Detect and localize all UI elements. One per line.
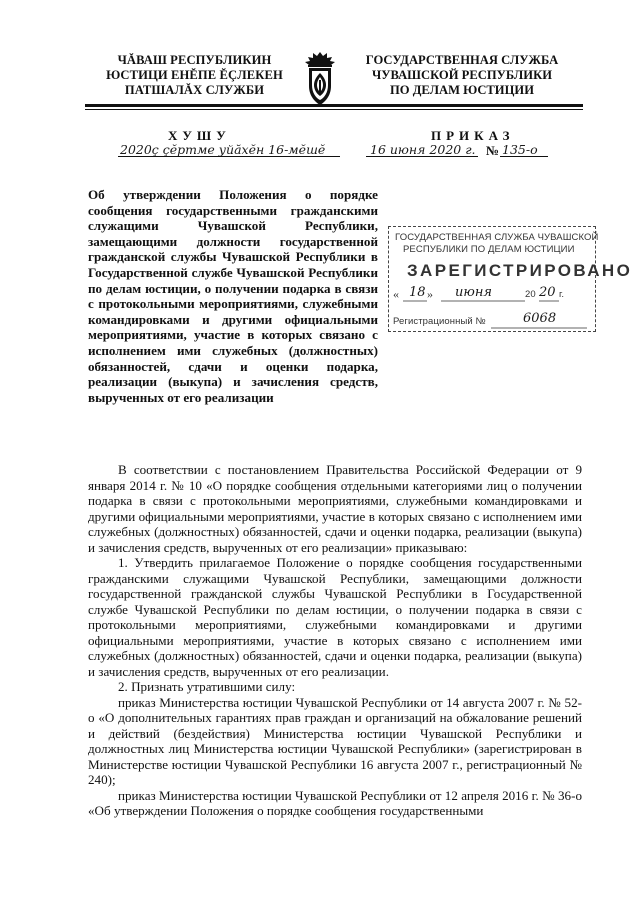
date-underline-left <box>118 155 340 158</box>
header-right-line-2: ЧУВАШСКОЙ РЕСПУБЛИКИ <box>371 68 552 82</box>
order-word-chuvash: ХУШУ <box>168 128 231 143</box>
document-body <box>88 462 582 819</box>
order-number: 135-о <box>502 142 538 157</box>
header-right-line-1: ГОСУДАРСТВЕННАЯ СЛУЖБА <box>365 53 559 67</box>
stamp-date-month: июня <box>455 285 492 300</box>
document-title-text: Об утверждении Положения о порядке сообщения государственными гражданскими служащими Чувашской Республики, замещающими должности государственной гражданской службы Чувашской Республики в Государственной службе Чувашской Республики по делам юстиции, о получении подарка в связи с протокольными мероприятиями, служебными командировками и другими официальными мероприятиями, участие в которых связано с исполнением ими служебных (должностных) обязанностей, сдачи и оценки подарка, реализации (выкупа) и зачисления средств, вырученных от его реализации <box>88 187 378 405</box>
order-word-russian: ПРИКАЗ <box>431 128 515 143</box>
handwritten-date-chuvash: 2020ç çĕртме уйăхĕн 16-мĕшĕ <box>120 142 326 157</box>
coat-of-arms-emblem-icon <box>302 50 338 108</box>
body-paragraph-4: приказ Министерства юстиции Чувашской Республики от 14 августа 2007 г. № 52-о «О дополнительных гарантиях прав граждан и организаций на обжалование решений и действий (бездействия) Министерства юстиции Чувашской Республики и должностных лиц Министерства юстиции Чувашской Республики» (зарегистрирован в Министерстве юстиции Чувашской Республики 16 августа 2007 г., регистрационный № 240); <box>88 694 582 787</box>
stamp-reg-underline <box>491 327 587 329</box>
order-number-sign: № <box>486 143 500 158</box>
body-paragraph-3: 2. Признать утратившими силу: <box>118 679 296 694</box>
stamp-reg-label: Регистрационный № <box>393 316 486 327</box>
body-paragraph-1: В соответствии с постановлением Правительства Российской Федерации от 9 января 2014 г. № 10 «О порядке сообщения отдельными категориями лиц о получении подарка в связи с протокольными мероприятиями, служебными командировками и другими официальными мероприятиями, участие в которых связано с исполнением ими служебных (должностных) обязанностей, сдачи и оценки подарка, реализации (выкупа) и зачисления средств, вырученных от его реализации» приказываю: <box>88 462 582 555</box>
header-right-block <box>358 53 566 98</box>
registration-stamp <box>388 226 633 332</box>
handwritten-date-russian: 16 июня 2020 г. <box>370 142 476 157</box>
stamp-date-quote-open: « <box>393 287 399 301</box>
header-divider-thick <box>85 104 583 107</box>
body-paragraph-5: приказ Министерства юстиции Чувашской Республики от 12 апреля 2016 г. № 36-о «Об утверждении Положения о порядке сообщения государственными <box>88 787 582 818</box>
stamp-status: ЗАРЕГИСТРИРОВАНО <box>407 261 633 280</box>
stamp-line-1: ГОСУДАРСТВЕННАЯ СЛУЖБА ЧУВАШСКОЙ <box>395 232 599 243</box>
stamp-reg-number: 6068 <box>523 311 557 326</box>
header-left-line-3: ПАТШАЛĂХ СЛУЖБИ <box>124 83 265 97</box>
date-underline-right <box>366 155 478 158</box>
number-underline <box>500 155 548 158</box>
header-left-block <box>92 53 297 98</box>
stamp-line-2: РЕСПУБЛИКИ ПО ДЕЛАМ ЮСТИЦИИ <box>403 244 575 255</box>
stamp-date-row <box>393 287 593 305</box>
document-title <box>88 187 378 405</box>
stamp-date-day: 18 <box>409 285 426 300</box>
header-right-line-3: ПО ДЕЛАМ ЮСТИЦИИ <box>389 83 534 97</box>
stamp-date-year-end: г. <box>559 289 565 300</box>
stamp-date-year-suffix: 20 <box>539 285 556 300</box>
body-paragraph-2: 1. Утвердить прилагаемое Положение о порядке сообщения государственными гражданскими служащими Чувашской Республики, замещающими должности государственной гражданской службы Чувашской Республики в Государственной службе Чувашской Республики по делам юстиции, о получении подарка в связи с протокольными мероприятиями, служебными командировками и другими официальными мероприятиями, участие в которых связано с исполнением ими служебных (должностных) обязанностей, сдачи и оценки подарка, реализации (выкупа) и зачисления средств, вырученных от его реализации. <box>88 555 582 679</box>
header-left-line-2: ЮСТИЦИ ЕНĔПЕ ĔÇЛЕКЕН <box>106 68 283 82</box>
stamp-date-quote-close: » <box>427 287 433 301</box>
stamp-date-year-prefix: 20 <box>525 289 536 300</box>
header-left-line-1: ЧĂВАШ РЕСПУБЛИКИН <box>117 53 272 67</box>
header-divider-thin <box>85 109 583 110</box>
stamp-date-underline <box>403 300 583 302</box>
